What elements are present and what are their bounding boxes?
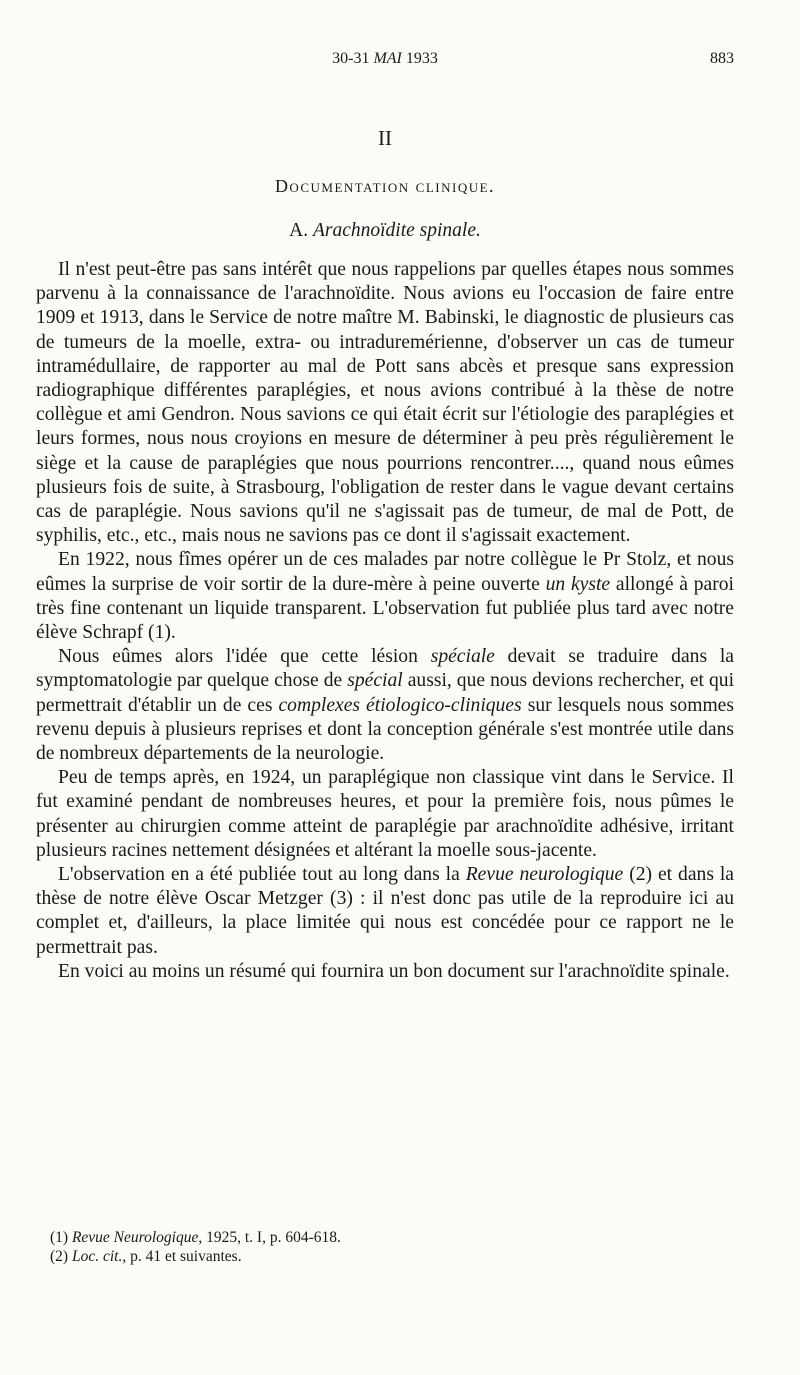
paragraph-3-part-d: sur lesquels nous sommes revenu depuis à plusieurs reprises et dont la conception générale s'est montrée utile dans de nombreux départements de la neurologie.: [36, 694, 735, 765]
section-title: Documentation clinique.: [274, 176, 496, 196]
paragraph-3-emphasis-1: spéciale: [430, 646, 495, 668]
footnote-1-marker: (1): [50, 1229, 69, 1246]
footnote-2-marker: (2): [50, 1248, 69, 1265]
footnote-2: [50, 1247, 730, 1266]
subsection-title-text: Arachnoïdite spinale.: [312, 220, 481, 241]
paragraph-2-part-b: Stolz, et nous eûmes la surprise de voir sortir de la dure-mère à peine ouverte: [36, 549, 735, 595]
paragraph-4: Peu de temps après, en 1924, un paraplégique non classique vint dans le Service. Il fut examiné pendant de nombreuses heures, et pour la première fois, nous pûmes le présenter au chirurgien comme atteint de paraplégie par arachnoïdite adhésive, irritant plusieurs racines nettement désignées et altérant la moelle sous-jacente.: [36, 767, 734, 861]
paragraph-5: [36, 863, 734, 960]
running-head-year: 1933: [405, 50, 438, 67]
paragraph-2-part-a: En 1922, nous fîmes opérer un de ces malades par notre collègue le: [58, 549, 603, 571]
professor-title: Pr: [602, 549, 621, 571]
paragraph-2: [36, 548, 734, 645]
footnote-2-detail: , p. 41 et suivantes.: [122, 1248, 242, 1265]
running-head: [36, 50, 734, 74]
footnote-1: [50, 1228, 730, 1247]
running-head-month: MAI: [373, 50, 402, 67]
paragraph-5-part-a: L'observation en a été publiée tout au long dans la: [58, 864, 466, 886]
paragraph-3-emphasis-3: complexes étiologico-cliniques: [278, 694, 522, 716]
subsection-letter: A.: [289, 220, 309, 241]
footnote-1-source: Revue Neurologique: [71, 1229, 199, 1246]
page-number: 883: [710, 50, 734, 67]
running-head-date: [36, 50, 734, 68]
paragraph-2-emphasis: un kyste: [545, 573, 611, 595]
paragraph-2-part-c: allongé à paroi très fine contenant un liquide transparent. L'observation fut publiée plus tard avec notre élève Schrapf (1).: [36, 573, 734, 644]
footnotes: [50, 1228, 730, 1266]
paragraph-3-part-c: aussi, que nous devions rechercher, et qui permettrait d'établir un de ces: [36, 670, 735, 716]
subsection-title: [0, 220, 770, 242]
footnote-1-detail: , 1925, t. I, p. 604-618.: [198, 1229, 341, 1246]
paragraph-1: Il n'est peut-être pas sans intérêt que nous rappelions par quelles étapes nous sommes parvenu à la connaissance de l'arachnoïdite. Nous avions eu l'occasion de faire entre 1909 et 1913, dans le Service de notre maître M. Babinski, le diagnostic de plusieurs cas de tumeurs de la moelle, extra- ou intraduremérienne, d'observer un cas de tumeur intramédullaire, de rapporter au mal de Pott sans abcès et presque sans expression radiographique différentes paraplégies, et nous avions contribué à la thèse de notre collègue et ami Gendron. Nous savions ce qui était écrit sur l'étiologie des paraplégies et leurs formes, nous nous croyions en mesure de déterminer à peu près régulièrement le siège et la cause de paraplégies que nous pourrions rencontrer...., quand nous eûmes plusieurs fois de suite, à Strasbourg, l'obligation de rester dans le vague devant certains cas de paraplégie. Nous savions qu'il ne s'agissait pas de tumeur, de mal de Pott, de syphilis, etc., etc., mais nous ne savions pas ce dont il s'agissait exactement.: [36, 259, 734, 547]
paragraph-6: En voici au moins un résumé qui fournira un bon document sur l'arachnoïdite spinale.: [58, 960, 730, 982]
body-text: [36, 258, 734, 984]
footnote-2-source: Loc. cit.: [71, 1248, 123, 1265]
running-head-day: 30-31: [332, 50, 370, 67]
paragraph-5-part-b: (2) et dans la thèse de notre élève Oscar Metzger (3) : il n'est donc pas utile de la reproduire ici au complet et, d'ailleurs, la place limitée qui nous est concédée pour ce rapport ne le permettrait pas.: [36, 864, 735, 958]
section-number: II: [378, 126, 392, 150]
paragraph-3-emphasis-2: spécial: [347, 670, 403, 692]
paragraph-3-part-b: devait se traduire dans la symptomatologie par quelque chose de: [36, 646, 734, 692]
paragraph-3-part-a: Nous eûmes alors l'idée que cette lésion: [58, 646, 431, 668]
paragraph-5-emphasis: Revue neurologique: [465, 864, 624, 886]
paragraph-3: [36, 645, 734, 766]
